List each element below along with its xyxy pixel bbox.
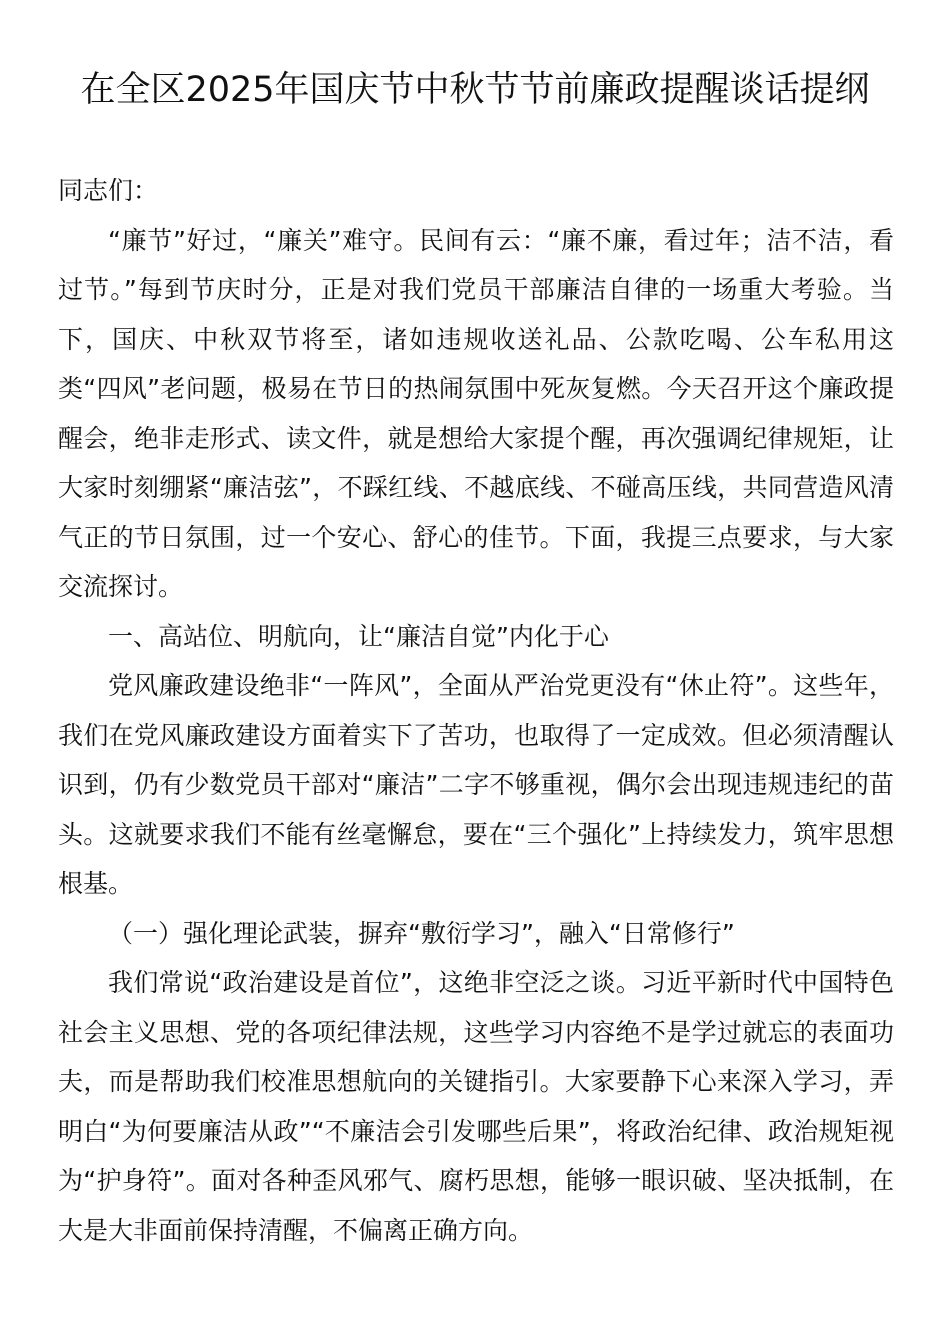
salutation: 同志们： xyxy=(58,176,159,205)
document-body xyxy=(58,166,894,1255)
section-1-heading: 一、高站位、明航向，让“廉洁自觉”内化于心 xyxy=(108,621,609,651)
section-1-paragraph: 党风廉政建设绝非“一阵风”，全面从严治党更没有“休止符”。这些年，我们在党风廉政建设方面着实下了苦功，也取得了一定成效。但必须清醒认识到，仍有少数党员干部对“廉洁”二字不够重视，偶尔会出现违规违纪的苗头。这就要求我们不能有丝毫懈怠，要在“三个强化”上持续发力，筑牢思想根基。 xyxy=(58,671,894,898)
document-title: 在全区2025年国庆节中秋节节前廉政提醒谈话提纲 xyxy=(80,70,870,110)
subsection-1-paragraph: 我们常说“政治建设是首位”，这绝非空泛之谈。习近平新时代中国特色社会主义思想、党的各项纪律法规，这些学习内容绝不是学过就忘的表面功夫，而是帮助我们校准思想航向的关键指引。大家要静下心来深入学习，弄明白“为何要廉洁从政”“不廉洁会引发哪些后果”，将政治纪律、政治规矩视为“护身符”。面对各种歪风邪气、腐朽思想，能够一眼识破、坚决抵制，在大是大非面前保持清醒，不偏离正确方向。 xyxy=(58,968,894,1245)
intro-paragraph: “廉节”好过，“廉关”难守。民间有云：“廉不廉，看过年；洁不洁，看过节。”每到节庆时分，正是对我们党员干部廉洁自律的一场重大考验。当下，国庆、中秋双节将至，诸如违规收送礼品、公款吃喝、公车私用这类“四风”老问题，极易在节日的热闹氛围中死灰复燃。今天召开这个廉政提醒会，绝非走形式、读文件，就是想给大家提个醒，再次强调纪律规矩，让大家时刻绷紧“廉洁弦”，不踩红线、不越底线、不碰高压线，共同营造风清气正的节日氛围，过一个安心、舒心的佳节。下面，我提三点要求，与大家交流探讨。 xyxy=(58,225,894,601)
subsection-1-heading: （一）强化理论武装，摒弃“敷衍学习”，融入“日常修行” xyxy=(108,918,735,948)
